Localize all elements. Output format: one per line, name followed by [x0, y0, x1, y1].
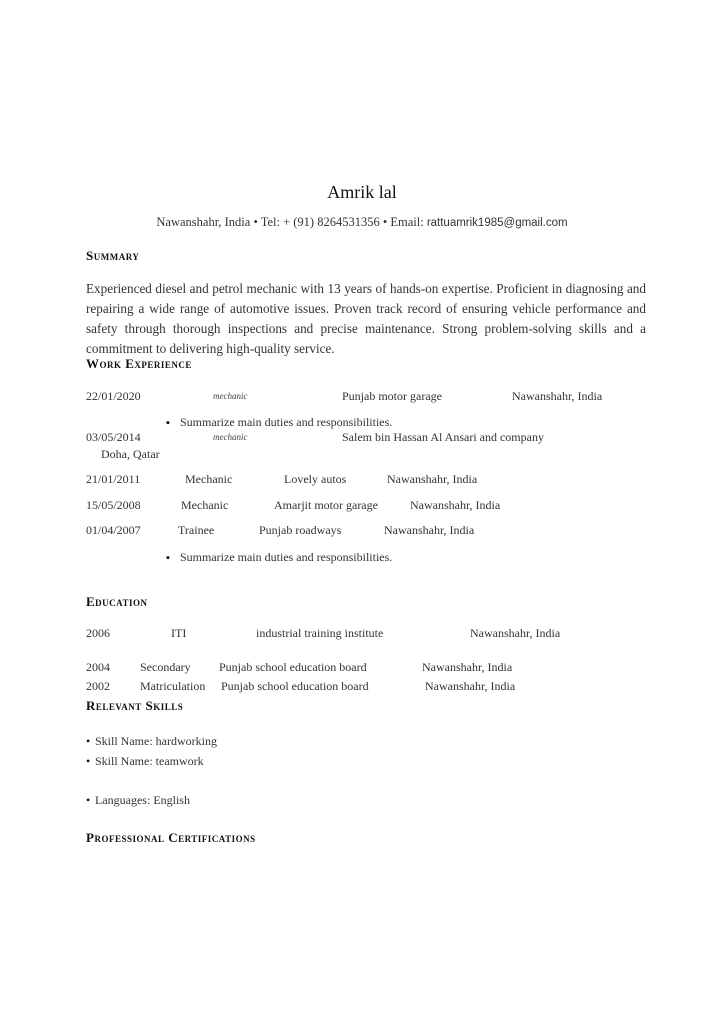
work-experience-heading: Work Experience	[86, 356, 192, 371]
relevant-skills-heading: Relevant Skills	[86, 698, 184, 713]
job-employer: Amarjit motor garage	[274, 498, 378, 512]
skill-item: • Skill Name: teamwork	[86, 754, 204, 769]
job-employer: Salem bin Hassan Al Ansari and company	[342, 430, 544, 444]
summary-text: Experienced diesel and petrol mechanic with 13 years of hands-on expertise. Proficient in diagnosing and repairing a wide range of automotive issues. Proven track record of ensuring vehicle performance and safety through thorough inspections and precise maintenance. Strong problem-solving skills and a commitment to delivering high-quality service.	[86, 281, 646, 356]
education-school: industrial training institute	[256, 626, 384, 640]
email-address: rattuamrik1985@gmail.com	[426, 217, 568, 229]
job-duty-bullet: ▪ Summarize main duties and responsibilities.	[166, 550, 392, 565]
education-degree: Secondary	[140, 660, 191, 674]
education-location: Nawanshahr, India	[425, 679, 516, 693]
education-heading: Education	[86, 594, 148, 609]
education-school: Punjab school education board	[221, 679, 369, 693]
education-year: 2006	[86, 626, 110, 640]
job-title: Trainee	[178, 523, 215, 537]
job-location: Nawanshahr, India	[410, 498, 501, 512]
contact-line	[0, 215, 724, 230]
education-location: Nawanshahr, India	[470, 626, 561, 640]
professional-certifications-heading: Professional Certifications	[86, 830, 256, 845]
job-title: mechanic	[213, 432, 248, 442]
job-employer: Punjab roadways	[259, 523, 342, 537]
job-location: Nawanshahr, India	[384, 523, 475, 537]
job-date: 15/05/2008	[86, 498, 141, 512]
job-date: 01/04/2007	[86, 523, 141, 537]
job-date: 22/01/2020	[86, 389, 141, 403]
job-title: mechanic	[213, 391, 248, 401]
education-degree: ITI	[171, 626, 187, 640]
job-date: 21/01/2011	[86, 472, 141, 486]
job-title: Mechanic	[181, 498, 229, 512]
education-year: 2002	[86, 679, 110, 693]
education-school: Punjab school education board	[219, 660, 367, 674]
job-duty-bullet: ▪ Summarize main duties and responsibilities.	[166, 415, 392, 430]
job-employer: Punjab motor garage	[342, 389, 442, 403]
contact-details: Nawanshahr, India • Tel: + (91) 8264531356 • Email:	[156, 215, 427, 229]
skill-item: • Skill Name: hardworking	[86, 734, 217, 749]
summary-heading: Summary	[86, 248, 140, 263]
job-employer: Lovely autos	[284, 472, 347, 486]
job-date: 03/05/2014	[86, 430, 141, 444]
education-year: 2004	[86, 660, 110, 674]
job-location: Nawanshahr, India	[387, 472, 478, 486]
job-location: Doha, Qatar	[101, 447, 160, 461]
education-degree: Matriculation	[140, 679, 206, 693]
languages-item: • Languages: English	[86, 793, 190, 808]
education-location: Nawanshahr, India	[422, 660, 513, 674]
job-title: Mechanic	[185, 472, 233, 486]
job-location: Nawanshahr, India	[512, 389, 603, 403]
candidate-name: Amrik lal	[327, 182, 397, 202]
